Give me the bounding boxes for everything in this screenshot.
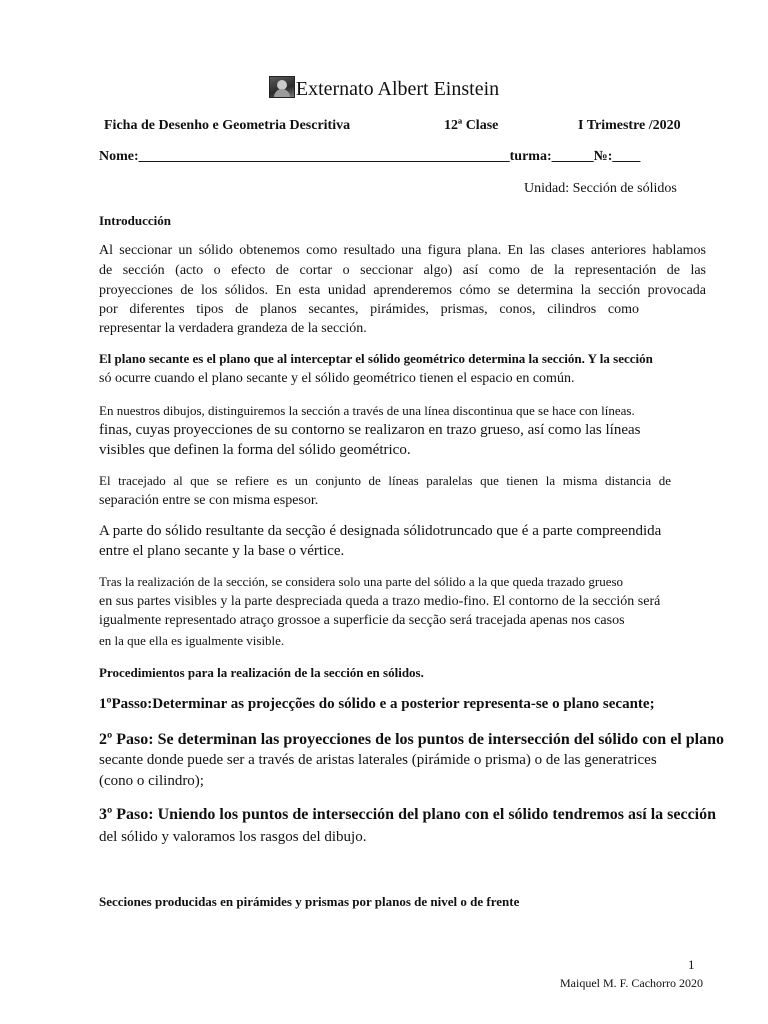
page-number: 1 — [688, 957, 695, 972]
paragraph-line: A parte do sólido resultante da secção é designada sólidotruncado que é a parte compreendida — [99, 523, 662, 539]
unit-label: Unidad: Sección de sólidos — [524, 181, 677, 196]
paragraph-line: de sección (acto o efecto de cortar o seccionar algo) así como de la representación de las — [99, 263, 706, 278]
term-label: I Trimestre /2020 — [578, 118, 681, 133]
paragraph-line: El plano secante es el plano que al interceptar el sólido geométrico determina la sección. Y la sección — [99, 351, 653, 366]
paragraph-line: representar la verdadera grandeza de la sección. — [99, 321, 367, 336]
procedure-heading: Procedimientos para la realización de la sección en sólidos. — [99, 665, 424, 680]
intro-heading: Introducción — [99, 213, 171, 228]
name-line: Nome:_____________________________________________________turma:______№:____ — [99, 149, 641, 164]
paragraph-line: en la que ella es igualmente visible. — [99, 633, 285, 648]
paragraph-line: finas, cuyas proyecciones de su contorno se realizaron en trazo grueso, así como las líneas — [99, 422, 641, 438]
paragraph-line: En nuestros dibujos, distinguiremos la sección a través de una línea discontinua que se hace con líneas. — [99, 403, 635, 418]
step-3-heading: 3º Paso: Uniendo los puntos de intersección del plano con el sólido tendremos así la sección — [99, 806, 717, 823]
paragraph-line: proyecciones de los sólidos. En esta unidad aprenderemos cómo se determina la sección provocada — [99, 283, 706, 298]
paragraph-line: só ocurre cuando el plano secante y el sólido geométrico tienen el espacio en común. — [99, 371, 575, 386]
paragraph-line: El tracejado al que se refiere es un conjunto de líneas paralelas que tienen la misma distancia de — [99, 473, 671, 488]
step-2-heading: 2º Paso: Se determinan las proyecciones de los puntos de intersección del sólido con el plano — [99, 731, 724, 748]
subject-label: Ficha de Desenho e Geometria Descritiva — [104, 118, 351, 133]
paragraph-line: secante donde puede ser a través de aristas laterales (pirámide o prisma) o de las generatrices — [99, 752, 657, 768]
portrait-logo-icon — [269, 76, 295, 98]
paragraph-line: Al seccionar un sólido obtenemos como resultado una figura plana. En las clases anteriores hablamos — [99, 243, 706, 258]
paragraph-line: entre el plano secante y la base o vértice. — [99, 543, 345, 559]
paragraph-line: del sólido y valoramos los rasgos del dibujo. — [99, 829, 367, 845]
paragraph-line: Tras la realización de la sección, se considera solo una parte del sólido a la que queda trazado grueso — [99, 574, 624, 589]
paragraph-line: (cono o cilindro); — [99, 773, 204, 789]
step-1: 1ºPasso:Determinar as projecções do sólido e a posterior representa-se o plano secante; — [99, 696, 655, 712]
paragraph-line: visibles que definen la forma del sólido geométrico. — [99, 442, 411, 458]
paragraph-line: en sus partes visibles y la parte despreciada queda a trazo medio-fino. El contorno de la sección será — [99, 594, 661, 609]
paragraph-line: por diferentes tipos de planos secantes, pirámides, prismas, conos, cilindros como — [99, 302, 639, 317]
grade-label: 12ª Clase — [444, 118, 499, 133]
school-name: Externato Albert Einstein — [295, 78, 500, 100]
author-footer: Maiquel M. F. Cachorro 2020 — [560, 976, 704, 990]
paragraph-line: separación entre se con misma espesor. — [99, 493, 319, 508]
paragraph-line: igualmente representado atraço grossoe a superficie da secção será tracejada apenas nos casos — [99, 613, 625, 628]
sections-heading: Secciones producidas en pirámides y prismas por planos de nivel o de frente — [99, 894, 520, 909]
school-title — [0, 76, 768, 101]
